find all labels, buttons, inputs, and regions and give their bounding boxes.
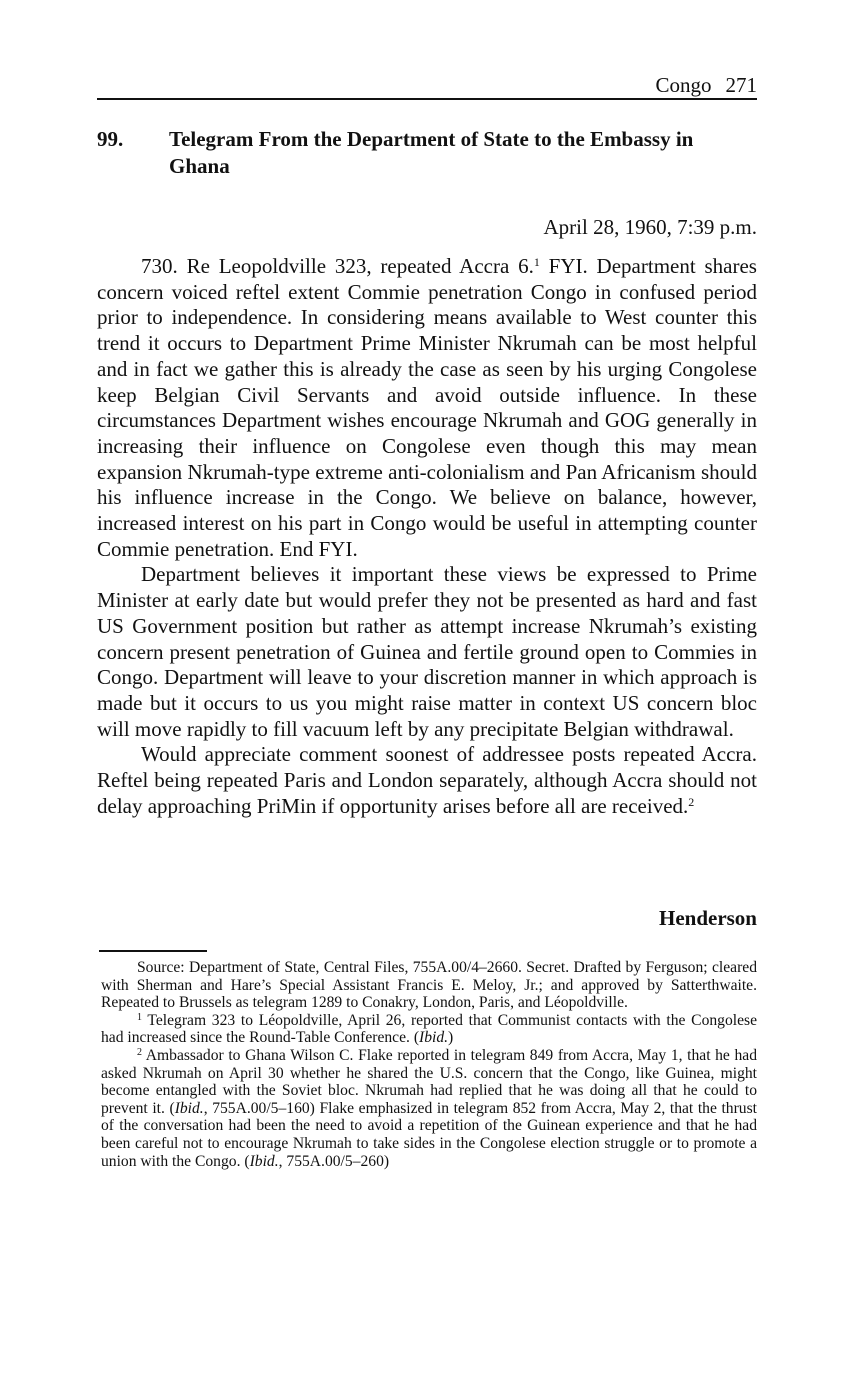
footnote-divider	[99, 950, 207, 952]
paragraph-3	[97, 742, 757, 819]
footnote-1-mark: 1	[137, 1011, 142, 1023]
paragraph-1-text-a: 730. Re Leopoldville 323, repeated Accra 6.	[141, 254, 534, 278]
paragraph-2: Department believes it important these views be expressed to Prime Minister at early date but would prefer they not be presented as hard and fast US Government position but rather as attempt increase Nkrumah’s existing concern present penetration of Guinea and fertile ground open to Commies in Congo. Department will leave to your discretion manner in which approach is made but it occurs to us you might raise matter in context US concern bloc will move rapidly to fill vacuum left by any precipitate Belgian withdrawal.	[97, 562, 757, 741]
telegram-body	[97, 254, 757, 819]
dateline: April 28, 1960, 7:39 p.m.	[543, 215, 757, 239]
footnote-2-text-c: , 755A.00/5–260)	[278, 1152, 390, 1170]
footnote-2	[101, 1047, 757, 1170]
footnote-1-end: )	[448, 1029, 454, 1047]
footnote-1-ibid: Ibid.	[419, 1029, 449, 1047]
footnote-2-ibid-1: Ibid.	[174, 1099, 204, 1117]
footnote-2-ibid-2: Ibid.	[249, 1152, 279, 1170]
footnote-2-text-b: , 755A.00/5–160) Flake emphasized in telegram 852 from Accra, May 2, that the thrust of the conversation had been the need to avoid a repetition of the Guinean experience and that he had been careful not to encourage Nkrumah to take sides in the Congolese election struggle or to promote a union with the Congo. (	[101, 1099, 757, 1170]
running-head	[97, 72, 757, 100]
footnote-ref-1: 1	[533, 255, 540, 269]
footnote-2-mark: 2	[137, 1046, 142, 1058]
page-number: 271	[725, 73, 757, 97]
document-title: Telegram From the Department of State to the Embassy in Ghana	[169, 127, 694, 178]
paragraph-1-text-b: FYI. Department shares concern voiced reftel extent Commie penetration Congo in confused period prior to independence. In considering means available to West counter this trend it occurs to Department Prime Minister Nkrumah can be most helpful and in fact we gather this is already the case as seen by his urging Congolese keep Belgian Civil Servants and avoid outside influence. In these circumstances Department wishes encourage Nkrumah and GOG generally in increasing their influence on Congolese even though this may mean expansion Nkrumah-type extreme anti-colonialism and Pan Africanism should his influence increase in the Congo. We believe on balance, however, increased interest on his part in Congo would be useful in attempting counter Commie penetration. End FYI.	[97, 254, 757, 561]
running-head-section: Congo	[655, 73, 712, 97]
footnote-2-text-a: Ambassador to Ghana Wilson C. Flake reported in telegram 849 from Accra, May 1, that he had asked Nkrumah on April 30 whether he shared the U.S. concern that the Congo, like Guinea, might become entangled with the Soviet bloc. Nkrumah had replied that he was doing all that he could to prevent it. (	[101, 1046, 757, 1117]
footnote-1-text: Telegram 323 to Léopoldville, April 26, reported that Communist contacts with the Congolese had increased since the Round-Table Conference. (	[101, 1011, 757, 1047]
footnote-1	[101, 1012, 757, 1047]
source-note: Source: Department of State, Central Files, 755A.00/4–2660. Secret. Drafted by Ferguson; cleared with Sherman and Hare’s Special Assistant Francis E. Meloy, Jr.; and approved by Satterthwaite. Repeated to Brussels as telegram 1289 to Conakry, London, Paris, and Léopoldville.	[101, 959, 757, 1012]
paragraph-3-text: Would appreciate comment soonest of addressee posts repeated Accra. Reftel being repeated Paris and London separately, although Accra should not delay approaching PriMin if opportunity arises before all are received.	[97, 742, 757, 818]
footnote-ref-2: 2	[688, 794, 695, 809]
document-number: 99.	[97, 127, 124, 151]
signature: Henderson	[658, 906, 757, 930]
document-heading	[97, 126, 757, 180]
paragraph-1	[97, 254, 757, 562]
footnotes	[101, 959, 757, 1170]
